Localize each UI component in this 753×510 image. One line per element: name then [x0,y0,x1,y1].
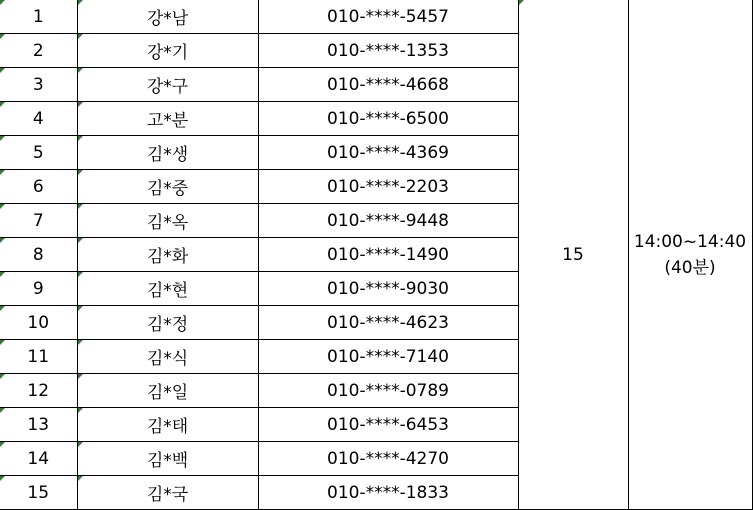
name-cell-text: 김*식 [146,349,189,369]
name-cell[interactable] [77,102,258,136]
cell-marker-icon [0,0,5,5]
phone-cell[interactable] [258,34,518,68]
phone-cell-text: 010-****-2203 [327,176,449,197]
name-cell-text: 김*화 [146,247,189,267]
cell-marker-icon [0,476,5,481]
name-cell[interactable] [77,0,258,34]
cell-marker-icon [78,34,83,39]
name-cell[interactable] [77,34,258,68]
name-cell-text: 김*옥 [146,213,189,233]
name-cell-text: 강*기 [146,43,189,63]
name-cell-text: 김*국 [146,485,189,505]
row-number-cell-text: 5 [32,142,44,163]
row-number-cell-text: 14 [27,448,50,469]
cell-marker-icon [0,374,5,379]
name-cell[interactable] [77,408,258,442]
cell-marker-icon [0,272,5,277]
row-number-cell[interactable] [0,442,77,476]
row-number-cell-text: 7 [32,210,44,231]
row-number-cell[interactable] [0,204,77,238]
name-cell[interactable] [77,340,258,374]
row-number-cell[interactable] [0,340,77,374]
cell-marker-icon [78,68,83,73]
row-number-cell-text: 11 [27,346,50,367]
phone-cell-text: 010-****-5457 [327,6,449,27]
cell-marker-icon [78,170,83,175]
group-duration: (40분) [664,257,716,278]
phone-cell[interactable] [258,442,518,476]
cell-marker-icon [78,136,83,141]
phone-cell-text: 010-****-0789 [327,380,449,401]
row-number-cell-text: 6 [32,176,44,197]
name-cell[interactable] [77,272,258,306]
row-number-cell[interactable] [0,238,77,272]
phone-cell-text: 010-****-9030 [327,278,449,299]
name-cell[interactable] [77,476,258,510]
row-number-cell[interactable] [0,68,77,102]
phone-cell[interactable] [258,0,518,34]
phone-cell[interactable] [258,306,518,340]
group-count-cell[interactable] [518,0,628,510]
cell-marker-icon [78,340,83,345]
group-time-range: 14:00~14:40 [633,231,747,252]
cell-marker-icon [0,102,5,107]
row-number-cell[interactable] [0,272,77,306]
name-cell-text: 김*정 [146,315,189,335]
name-cell[interactable] [77,136,258,170]
phone-cell-text: 010-****-6453 [327,414,449,435]
phone-cell[interactable] [258,272,518,306]
row-number-cell-text: 3 [32,74,44,95]
cell-marker-icon [78,238,83,243]
cell-marker-icon [0,136,5,141]
cell-marker-icon [78,306,83,311]
name-cell-text: 김*현 [146,281,189,301]
row-number-cell-text: 4 [32,108,44,129]
row-number-cell[interactable] [0,476,77,510]
phone-cell[interactable] [258,102,518,136]
phone-cell[interactable] [258,136,518,170]
row-number-cell[interactable] [0,136,77,170]
phone-cell-text: 010-****-1490 [327,244,449,265]
phone-cell-text: 010-****-4668 [327,74,449,95]
cell-marker-icon [78,0,83,5]
name-cell-text: 김*태 [146,417,189,437]
name-cell[interactable] [77,238,258,272]
phone-cell-text: 010-****-4623 [327,312,449,333]
cell-marker-icon [0,442,5,447]
phone-cell-text: 010-****-4270 [327,448,449,469]
phone-cell-text: 010-****-4369 [327,142,449,163]
phone-cell-text: 010-****-7140 [327,346,449,367]
name-cell[interactable] [77,442,258,476]
phone-cell-text: 010-****-6500 [327,108,449,129]
row-number-cell-text: 8 [32,244,44,265]
cell-marker-icon [0,170,5,175]
name-cell[interactable] [77,306,258,340]
phone-cell-text: 010-****-1353 [327,40,449,61]
cell-marker-icon [519,0,524,5]
row-number-cell-text: 10 [27,312,50,333]
name-cell-text: 강*남 [146,9,189,29]
name-cell-text: 고*분 [146,111,189,131]
phone-cell[interactable] [258,408,518,442]
row-number-cell[interactable] [0,34,77,68]
phone-cell-text: 010-****-9448 [327,210,449,231]
cell-marker-icon [0,68,5,73]
phone-cell[interactable] [258,374,518,408]
name-cell[interactable] [77,374,258,408]
cell-marker-icon [0,408,5,413]
cell-marker-icon [78,204,83,209]
phone-cell[interactable] [258,170,518,204]
row-number-cell-text: 12 [27,380,50,401]
group-time-cell[interactable] [628,0,752,510]
row-number-cell[interactable] [0,170,77,204]
cell-marker-icon [78,374,83,379]
group-count: 15 [562,244,584,265]
name-cell[interactable] [77,68,258,102]
cell-marker-icon [0,238,5,243]
name-cell-text: 김*중 [146,179,189,199]
cell-marker-icon [78,442,83,447]
cell-marker-icon [78,476,83,481]
phone-cell[interactable] [258,340,518,374]
row-number-cell[interactable] [0,408,77,442]
cell-marker-icon [78,102,83,107]
cell-marker-icon [0,306,5,311]
name-cell-text: 김*일 [146,383,189,403]
cell-marker-icon [78,408,83,413]
phone-cell[interactable] [258,238,518,272]
cell-marker-icon [0,34,5,39]
name-cell-text: 김*백 [146,451,189,471]
row-number-cell[interactable] [0,102,77,136]
row-number-cell-text: 1 [32,6,44,27]
row-number-cell[interactable] [0,374,77,408]
phone-cell[interactable] [258,476,518,510]
row-number-cell-text: 15 [27,482,50,503]
row-number-cell-text: 9 [32,278,44,299]
cell-marker-icon [0,204,5,209]
name-cell[interactable] [77,170,258,204]
cell-marker-icon [0,340,5,345]
phone-cell[interactable] [258,68,518,102]
row-number-cell[interactable] [0,0,77,34]
row-number-cell-text: 2 [32,40,44,61]
cell-marker-icon [78,272,83,277]
row-number-cell[interactable] [0,306,77,340]
name-cell-text: 강*구 [146,77,189,97]
table-row [0,0,752,34]
phone-cell-text: 010-****-1833 [327,482,449,503]
name-cell-text: 김*생 [146,145,189,165]
name-cell[interactable] [77,204,258,238]
row-number-cell-text: 13 [27,414,50,435]
phone-cell[interactable] [258,204,518,238]
